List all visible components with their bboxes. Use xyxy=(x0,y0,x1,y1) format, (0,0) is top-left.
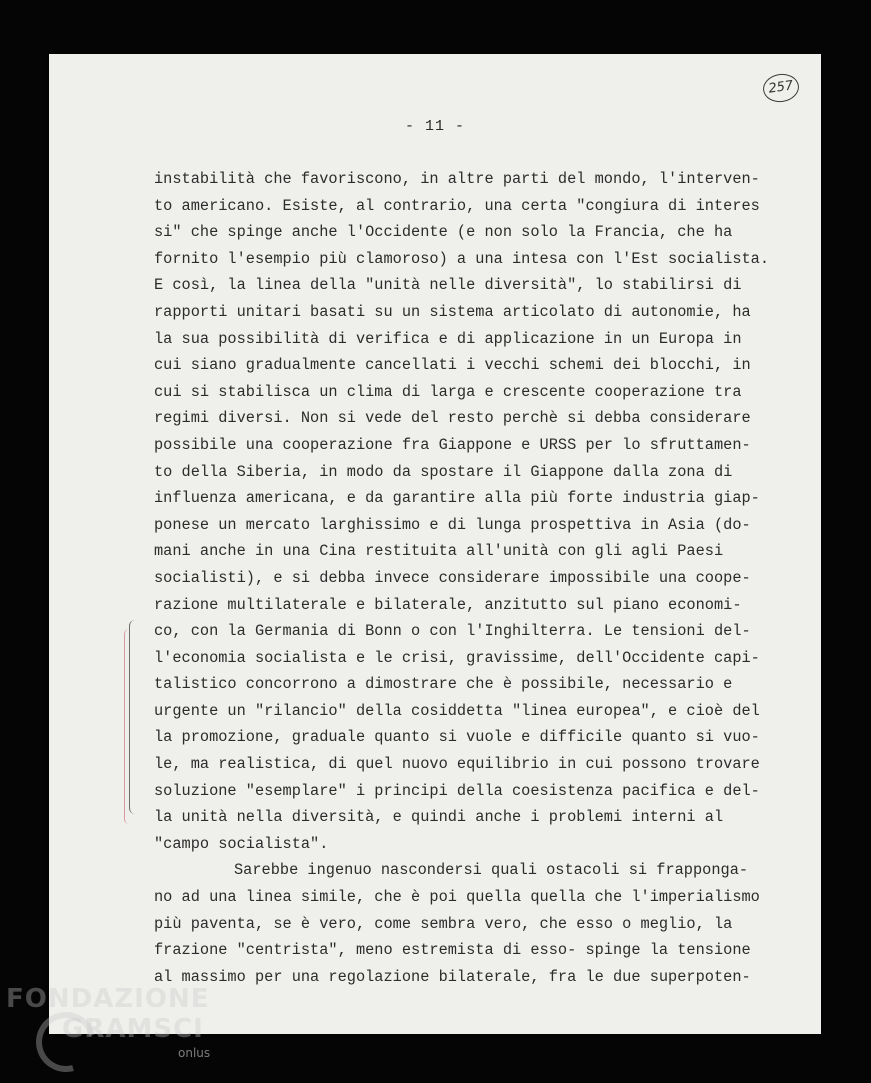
text-line: influenza americana, e da garantire alla più forte industria giap- xyxy=(154,489,760,508)
text-line: socialisti), e si debba invece considerare impossibile una coope- xyxy=(154,568,751,587)
text-line: rapporti unitari basati su un sistema articolato di autonomie, ha xyxy=(154,302,751,321)
margin-mark-pencil xyxy=(129,620,136,814)
text-line: più paventa, se è vero, come sembra vero, che esso o meglio, la xyxy=(154,914,733,933)
text-line: ponese un mercato larghissimo e di lunga prospettiva in Asia (do- xyxy=(154,515,751,534)
text-line: frazione "centrista", meno estremista di esso- spinge la tensione xyxy=(154,941,751,960)
fondazione-gramsci-watermark xyxy=(6,984,226,1074)
text-line: "campo socialista". xyxy=(154,834,329,853)
text-line: to americano. Esiste, al contrario, una certa "congiura di interes xyxy=(154,196,760,215)
text-line: la sua possibilità di verifica e di applicazione in un Europa in xyxy=(154,329,742,348)
body-text xyxy=(154,166,774,990)
text-line: cui si stabilisca un clima di larga e crescente cooperazione tra xyxy=(154,382,742,401)
watermark-line2: GRAMSCI xyxy=(62,1014,204,1044)
text-line: la unità nella diversità, e quindi anche i problemi interni al xyxy=(154,808,724,827)
text-line: razione multilaterale e bilaterale, anzitutto sul piano economi- xyxy=(154,595,742,614)
margin-mark-red xyxy=(124,629,129,824)
text-line: si" che spinge anche l'Occidente (e non solo la Francia, che ha xyxy=(154,223,733,242)
text-line: mani anche in una Cina restituita all'unità con gli agli Paesi xyxy=(154,542,724,561)
text-line: possibile una cooperazione fra Giappone e URSS per lo sfruttamen- xyxy=(154,435,751,454)
page-number: - 11 - xyxy=(404,118,465,135)
text-line: no ad una linea simile, che è poi quella quella che l'imperialismo xyxy=(154,888,760,907)
text-line: E così, la linea della "unità nelle diversità", lo stabilirsi di xyxy=(154,276,742,295)
text-line: l'economia socialista e le crisi, gravissime, dell'Occidente capi- xyxy=(154,648,760,667)
text-line: cui siano gradualmente cancellati i vecchi schemi dei blocchi, in xyxy=(154,356,751,375)
text-line: al massimo per una regolazione bilaterale, fra le due superpoten- xyxy=(154,967,751,986)
text-line: soluzione "esemplare" i principi della coesistenza pacifica e del- xyxy=(154,781,760,800)
text-line: talistico concorrono a dimostrare che è possibile, necessario e xyxy=(154,675,733,694)
text-line: la promozione, graduale quanto si vuole e difficile quanto si vuo- xyxy=(154,728,760,747)
text-line: to della Siberia, in modo da spostare il Giappone dalla zona di xyxy=(154,462,733,481)
text-line: regimi diversi. Non si vede del resto perchè si debba considerare xyxy=(154,409,751,428)
archive-stamp: 257 xyxy=(761,72,801,105)
text-line: urgente un "rilancio" della cosiddetta "linea europea", e cioè del xyxy=(154,701,760,720)
document-page xyxy=(49,54,821,1034)
text-line: fornito l'esempio più clamoroso) a una intesa con l'Est socialista. xyxy=(154,249,770,268)
text-line: instabilità che favoriscono, in altre parti del mondo, l'interven- xyxy=(154,170,760,188)
watermark-line3: onlus xyxy=(178,1046,211,1060)
watermark-line1: FONDAZIONE xyxy=(6,984,210,1014)
text-line: co, con la Germania di Bonn o con l'Inghilterra. Le tensioni del- xyxy=(154,622,751,641)
text-line-indented: Sarebbe ingenuo nascondersi quali ostacoli si frappongа- xyxy=(234,861,749,880)
text-line: le, ma realistica, di quel nuovo equilibrio in cui possono trovare xyxy=(154,755,760,774)
